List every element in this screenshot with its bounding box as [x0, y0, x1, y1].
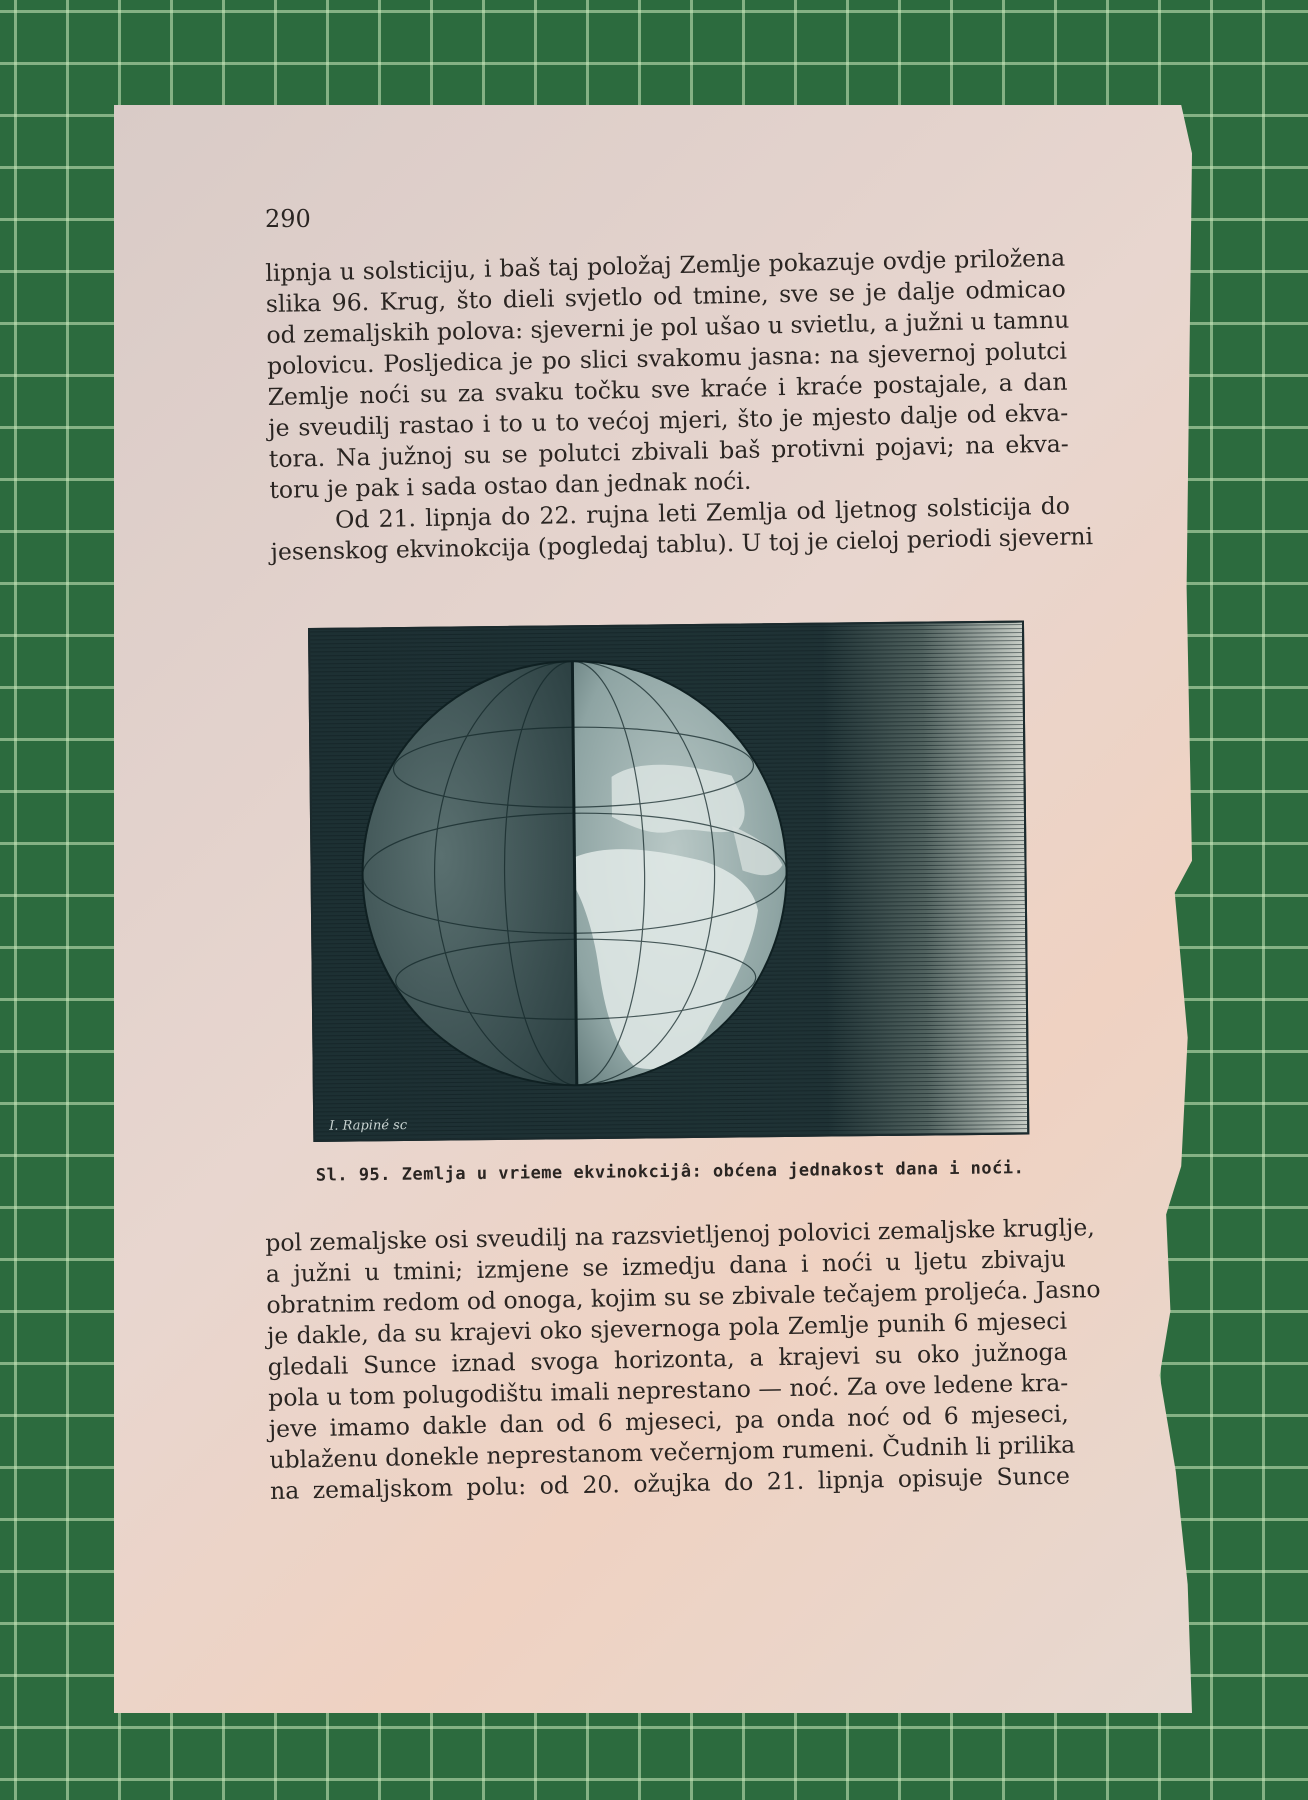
bottom-paragraph	[265, 1213, 1101, 1507]
engraver-signature: I. Rapiné sc	[329, 1117, 408, 1134]
figure-caption: Sl. 95. Zemlja u vrieme ekvinokcijâ: obćena jednakost dana i noći.	[315, 1158, 1025, 1186]
top-paragraphs	[265, 243, 1094, 568]
text-line: toru je pak i sada ostao dan jednak noći.	[269, 466, 752, 504]
text-line: a južni u tmini; izmjene se izmedju dana i noći u ljetu zbivaju	[265, 1244, 1067, 1288]
text-line: Od 21. lipnja do 22. rujna leti Zemlja od ljetnog solsticija do	[334, 491, 1071, 534]
text-line: na zemaljskom polu: od 20. ožujka do 21. lipnja opisuje Sunce	[269, 1461, 1071, 1505]
page-number: 290	[265, 205, 311, 233]
text-line: obratnim redom od onoga, kojim su se zbivale tečajem proljeća. Jasno	[266, 1274, 1101, 1319]
text-line: gledali Sunce iznad svoga horizonta, a krajevi su oko južnoga	[267, 1337, 1068, 1381]
text-line: polovicu. Posljedica je po slici svakomu jasna: na sjevernoj polutci	[266, 336, 1068, 380]
text-line: lipnja u solsticiju, i baš taj položaj Zemlje pokazuje ovdje priložena	[265, 243, 1066, 287]
text-line: jesenskog ekvinokcija (pogledaj tablu). U toj je cieloj periodi sjeverni	[270, 522, 1094, 566]
text-line: od zemaljskih polova: sjeverni je pol ušao u svietlu, a južni u tamnu	[266, 305, 1070, 349]
text-line: pol zemaljske osi sveudilj na razsvietljenoj polovici zemaljske kruglje,	[265, 1213, 1095, 1257]
text-line: je sveudilj rastao i to u to većoj mjeri, što je mjesto dalje od ekva-	[267, 398, 1069, 442]
text-line: jeve imamo dakle dan od 6 mjeseci, pa onda noć od 6 mjeseci,	[268, 1399, 1069, 1443]
text-line: je dakle, da su krajevi oko sjevernoga pola Zemlje punih 6 mjeseci	[266, 1306, 1068, 1350]
earth-engraving	[308, 621, 1029, 1142]
text-line: ublaženu donekle neprestanom večernjom rumeni. Čudnih li prilika	[269, 1430, 1076, 1474]
text-line: pola u tom polugodištu imali neprestano — noć. Za ove ledene kra-	[267, 1368, 1069, 1412]
text-line: Zemlje noći su za svaku točku sve kraće i kraće postajale, a dan	[267, 367, 1068, 411]
text-line: tora. Na južnoj su se polutci zbivali baš protivni pojavi; na ekva-	[268, 429, 1069, 473]
text-line: slika 96. Krug, što dieli svjetlo od tmine, sve se je dalje odmicao	[265, 274, 1067, 318]
